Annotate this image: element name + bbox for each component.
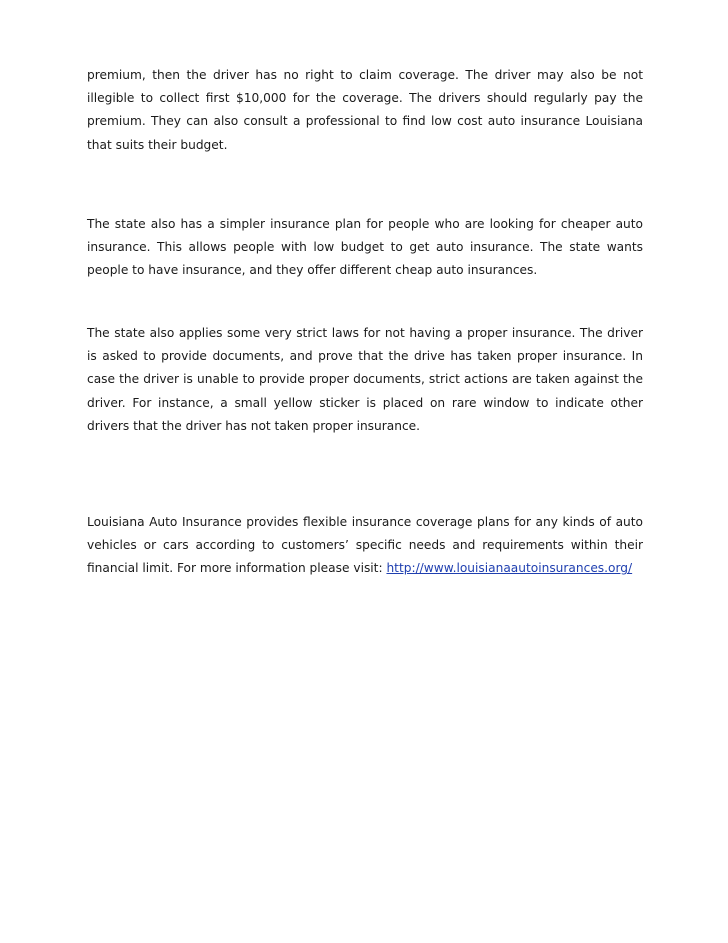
website-link[interactable]: http://www.louisianaautoinsurances.org/ xyxy=(386,561,633,576)
paragraph-premium: premium, then the driver has no right to claim coverage. The driver may also be not illegible to collect first $10,000 for the coverage. The drivers should regularly pay the premium. They can also consult a professional to find low cost auto insurance Louisiana that suits their budget. xyxy=(87,68,643,152)
paragraph-strict-laws: The state also applies some very strict laws for not having a proper insurance. The driver is asked to provide documents, and prove that the drive has taken proper insurance. In case the driver is unable to provide proper documents, strict actions are taken against the driver. For instance, a small yellow sticker is placed on rare window to indicate other drivers that the driver has not taken proper insurance. xyxy=(87,326,643,433)
paragraph-closing xyxy=(87,511,643,581)
paragraph-simpler-plan: The state also has a simpler insurance plan for people who are looking for cheaper auto insurance. This allows people with low budget to get auto insurance. The state wants people to have insurance, and they offer different cheap auto insurances. xyxy=(87,217,643,278)
closing-text: Louisiana Auto Insurance provides flexible insurance coverage plans for any kinds of auto vehicles or cars according to customers’ specific needs and requirements within their financial limit. For more information please visit: xyxy=(87,515,643,576)
